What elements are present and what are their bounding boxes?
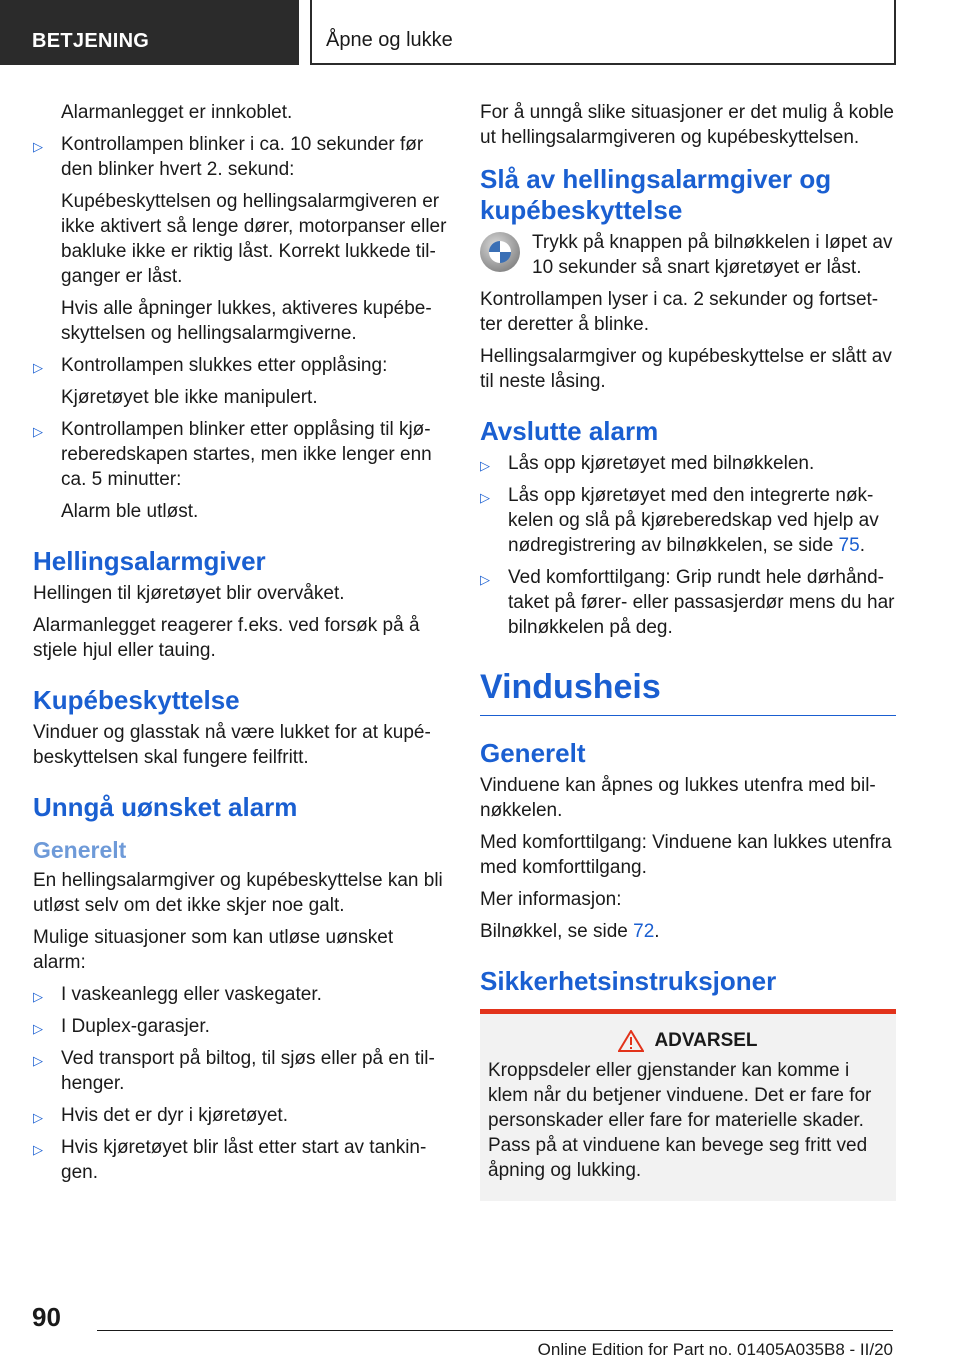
paragraph: En hellingsalarmgiver og kupébeskyttelse kan bli utløst selv om det ikke skjer noe galt. — [33, 870, 443, 916]
footer-divider — [97, 1330, 893, 1331]
bullet-triangle-icon: ▷ — [33, 1053, 43, 1068]
bullet-item: ▷ Lås opp kjøretøyet med bilnøkkelen. — [480, 451, 896, 476]
warning-header — [488, 1030, 888, 1052]
bullet-triangle-icon: ▷ — [33, 139, 43, 154]
bullet-triangle-icon: ▷ — [480, 572, 490, 587]
paragraph: Hvis alle åpninger lukkes, aktiveres kupébe‐skyttelsen og hellingsalarmgiverne. — [61, 298, 432, 344]
section-tab — [0, 0, 299, 65]
bullet-item: ▷ Ved komforttilgang: Grip rundt hele dørhånd‐taket på fører- eller passasjerdør mens du har bilnøkkelen på deg. — [480, 567, 895, 638]
section-title: BETJENING — [32, 30, 150, 52]
bullet-triangle-icon: ▷ — [480, 458, 490, 473]
paragraph: For å unngå slike situasjoner er det mulig å koble ut hellingsalarmgiveren og kupébeskyttelsen. — [480, 102, 895, 148]
warning-text: Kroppsdeler eller gjenstander kan komme i klem når du betjener vinduene. Det er fare for personskader eller fare for materielle skader. Pass på at vinduene kan bevege seg fritt ved åpning og lukking. — [488, 1060, 872, 1181]
paragraph: Bilnøkkel, se side 72. — [480, 921, 660, 942]
bullet-item: ▷ Lås opp kjøretøyet med den integrerte nøk‐kelen og slå på kjøreberedskap ved hjelp av nødregistrering av bilnøkkelen, se side 75. — [480, 485, 879, 556]
paragraph: Alarm ble utløst. — [61, 501, 199, 522]
paragraph: Vinduene kan åpnes og lukkes utenfra med bil‐nøkkelen. — [480, 775, 876, 821]
bullet-triangle-icon: ▷ — [33, 1142, 43, 1157]
bullet-triangle-icon: ▷ — [33, 1110, 43, 1125]
page-link-72[interactable]: 72 — [633, 921, 655, 942]
bullet-triangle-icon: ▷ — [33, 989, 43, 1004]
warning-box — [480, 1009, 896, 1201]
paragraph: Med komforttilgang: Vinduene kan lukkes utenfra med komforttilgang. — [480, 832, 892, 878]
page-link-75[interactable]: 75 — [838, 535, 860, 556]
chapter-tab — [310, 0, 896, 65]
bullet-item: ▷ Kontrollampen blinker etter opplåsing til kjø‐reberedskapen startes, men ikke lenger enn ca. 5 minutter: — [33, 419, 432, 490]
bullet-item: ▷ Kontrollampen blinker i ca. 10 sekunder før den blinker hvert 2. sekund: — [33, 134, 424, 180]
right-column — [480, 100, 896, 1201]
paragraph: Kupébeskyttelsen og hellingsalarmgiveren er ikke aktivert så lenge dører, motorpanser eller bakluke ikke er riktig låst. Korrekt lukkede til‐ganger er låst. — [61, 191, 447, 287]
bullet-triangle-icon: ▷ — [480, 490, 490, 505]
subheading-generelt: Generelt — [33, 837, 127, 863]
paragraph: Kjøretøyet ble ikke manipulert. — [61, 387, 318, 408]
paragraph: Hellingen til kjøretøyet blir overvåket. — [33, 583, 345, 604]
bullet-item: ▷ Hvis det er dyr i kjøretøyet. — [33, 1103, 448, 1128]
bullet-item: ▷ I Duplex-garasjer. — [33, 1014, 448, 1039]
bullet-item: ▷ I vaskeanlegg eller vaskegater. — [33, 982, 448, 1007]
paragraph: Kontrollampen lyser i ca. 2 sekunder og fortset‐ter deretter å blinke. — [480, 289, 879, 335]
warning-title: ADVARSEL — [654, 1030, 758, 1051]
bullet-triangle-icon: ▷ — [33, 1021, 43, 1036]
heading-sla-av: Slå av hellingsalarmgiver og kupébeskyttelse — [480, 164, 832, 225]
bullet-triangle-icon: ▷ — [33, 360, 43, 375]
heading-unnga-alarm: Unngå uønsket alarm — [33, 792, 298, 822]
chapter-title: Åpne og lukke — [326, 29, 453, 51]
heading-avslutte-alarm: Avslutte alarm — [480, 416, 659, 446]
paragraph: Mulige situasjoner som kan utløse uønsket alarm: — [33, 927, 394, 973]
bullet-item: ▷ Kontrollampen slukkes etter opplåsing: — [33, 353, 448, 378]
paragraph: Mer informasjon: — [480, 889, 622, 910]
key-button-instruction: Trykk på knappen på bilnøkkelen i løpet av 10 sekunder så snart kjøretøyet er låst. — [480, 230, 896, 280]
page-number: 90 — [32, 1302, 61, 1332]
left-column — [33, 100, 448, 1192]
paragraph: Hellingsalarmgiver og kupébeskyttelse er slått av til neste låsing. — [480, 346, 892, 392]
bullet-item: ▷ Hvis kjøretøyet blir låst etter start av tankin‐gen. — [33, 1137, 427, 1183]
heading-kupebeskyttelse: Kupébeskyttelse — [33, 685, 240, 715]
bullet-item: ▷ Ved transport på biltog, til sjøs eller på en til‐henger. — [33, 1048, 435, 1094]
footer-edition: Online Edition for Part no. 01405A035B8 - II/20 — [537, 1340, 893, 1359]
heading-vindusheis: Vindusheis — [480, 668, 896, 716]
heading-sikkerhet: Sikkerhetsinstruksjoner — [480, 966, 777, 996]
heading-generelt: Generelt — [480, 738, 586, 768]
warning-triangle-icon — [618, 1030, 644, 1052]
paragraph: Alarmanlegget reagerer f.eks. ved forsøk på å stjele hjul eller tauing. — [33, 615, 420, 661]
heading-hellingsalarmgiver: Hellingsalarmgiver — [33, 546, 266, 576]
bmw-logo-icon — [480, 232, 520, 272]
paragraph: Vinduer og glasstak nå være lukket for at kupé‐beskyttelsen skal fungere feilfritt. — [33, 722, 431, 768]
alarm-on-text: Alarmanlegget er innkoblet. — [61, 102, 293, 123]
bullet-triangle-icon: ▷ — [33, 424, 43, 439]
